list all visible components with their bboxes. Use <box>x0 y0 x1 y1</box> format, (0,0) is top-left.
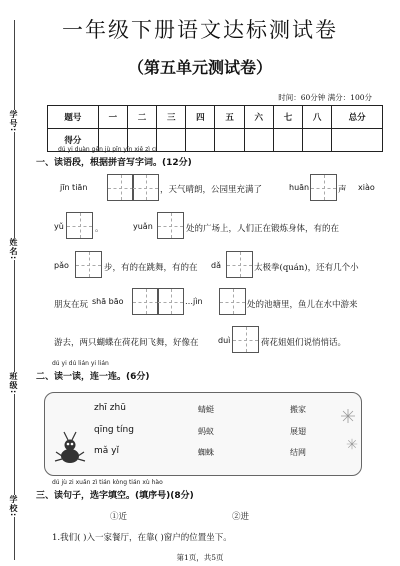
section2-title: 二、读一读，连一连。(6分) <box>36 372 150 382</box>
ant-illustration <box>52 428 88 468</box>
score-cell: 五 <box>215 106 244 129</box>
score-input[interactable] <box>157 129 186 152</box>
passage-text: 。 <box>95 224 104 234</box>
score-cell: 三 <box>157 106 186 129</box>
score-cell: 八 <box>303 106 332 129</box>
page-subtitle: （第五单元测试卷） <box>127 58 272 77</box>
score-cell: 二 <box>127 106 156 129</box>
writing-box[interactable] <box>66 212 93 239</box>
option-2: ②进 <box>232 512 250 522</box>
page-number: 第1页，共5页 <box>176 553 224 562</box>
passage-text: 声 <box>338 185 347 195</box>
passage-text: 处的池塘里，鱼儿在水中游来 <box>247 300 358 310</box>
score-table <box>47 105 383 152</box>
class-label: 班级: <box>9 372 18 395</box>
pinyin-text: jīn tiān <box>60 183 88 192</box>
writing-box[interactable] <box>75 251 102 278</box>
passage-text: 游去，两只蝴蝶在荷花间飞舞，好像在 <box>54 338 199 348</box>
score-cell: 七 <box>273 106 302 129</box>
match-action[interactable]: 展翅 <box>290 427 306 436</box>
name-label: 姓名: <box>9 238 18 261</box>
score-input[interactable] <box>273 129 302 152</box>
score-input[interactable] <box>186 129 215 152</box>
score-input[interactable] <box>303 129 332 152</box>
school-label: 学校: <box>9 495 18 518</box>
match-insect[interactable]: 蜻蜓 <box>198 405 214 414</box>
passage-text: 处的广场上，人们正在锻炼身体，有的在 <box>186 224 340 234</box>
writing-box[interactable] <box>219 288 246 315</box>
score-cell: 一 <box>98 106 127 129</box>
score-label: 得分 <box>48 129 99 152</box>
pinyin-text: yǔ <box>54 222 64 231</box>
passage-text: 步，有的在跳舞，有的在 <box>104 263 198 273</box>
option-1: ①近 <box>110 512 128 522</box>
writing-box[interactable] <box>157 288 184 315</box>
pinyin-text: huān <box>289 183 310 192</box>
section3-pinyin: dú jù zi xuǎn zì tián kòng tián xù hào <box>52 479 163 486</box>
score-input[interactable] <box>215 129 244 152</box>
writing-box[interactable] <box>157 212 184 239</box>
match-action[interactable]: 结网 <box>290 448 306 457</box>
score-header-row <box>48 106 383 129</box>
score-cell: 总分 <box>332 106 383 129</box>
pinyin-text: yuǎn <box>133 222 153 231</box>
match-insect[interactable]: 蚂蚁 <box>198 427 214 436</box>
score-input[interactable] <box>244 129 273 152</box>
match-pinyin[interactable]: mǎ yǐ <box>94 446 119 456</box>
writing-box[interactable] <box>107 174 134 201</box>
section1-title: 一、读语段，根据拼音写字词。(12分) <box>36 158 192 168</box>
match-pinyin[interactable]: zhī zhū <box>94 403 126 413</box>
match-pinyin[interactable]: qīng tíng <box>94 425 134 435</box>
pinyin-text: xiào <box>358 183 375 192</box>
snowflake-icon <box>340 408 356 424</box>
pinyin-text: duì <box>218 336 231 345</box>
match-action[interactable]: 搬家 <box>290 405 306 414</box>
score-cell: 六 <box>244 106 273 129</box>
binding-line <box>14 20 15 560</box>
section3-title: 三、读句子，选字填空。(填序号)(8分) <box>36 491 194 501</box>
passage-text: 朋友在玩 <box>54 300 89 310</box>
score-input[interactable] <box>332 129 383 152</box>
section1-pinyin: dú yi duàn gěn jù pīn yīn xiě zì cí <box>58 146 157 153</box>
writing-box[interactable] <box>226 251 253 278</box>
writing-box[interactable] <box>310 174 337 201</box>
question-1[interactable]: 1.我们( )入一家餐厅，在靠( )窗户的位置坐下。 <box>52 533 232 543</box>
passage-text: ，天气晴朗，公园里充满了 <box>160 185 263 195</box>
score-cell: 四 <box>186 106 215 129</box>
pinyin-text: shā bāo <box>92 297 124 306</box>
pinyin-text: pǎo <box>54 261 69 270</box>
pinyin-text: …jìn <box>185 297 203 306</box>
section2-pinyin: dú yi dú lián yi lián <box>52 360 109 367</box>
writing-box[interactable] <box>132 288 159 315</box>
passage-text: 荷花姐姐们说悄悄话。 <box>261 338 347 348</box>
passage-text: 太极拳(quán)，还有几个小 <box>254 263 359 273</box>
match-insect[interactable]: 蜘蛛 <box>198 448 214 457</box>
writing-box[interactable] <box>132 174 159 201</box>
snowflake-icon <box>346 438 358 450</box>
writing-box[interactable] <box>232 326 259 353</box>
time-info: 时间：60分钟 满分：100分 <box>278 93 372 102</box>
pinyin-text: dǎ <box>211 261 221 270</box>
page-title: 一年级下册语文达标测试卷 <box>62 18 338 42</box>
score-cell: 题号 <box>48 106 99 129</box>
student-id-label: 学号: <box>9 110 18 133</box>
